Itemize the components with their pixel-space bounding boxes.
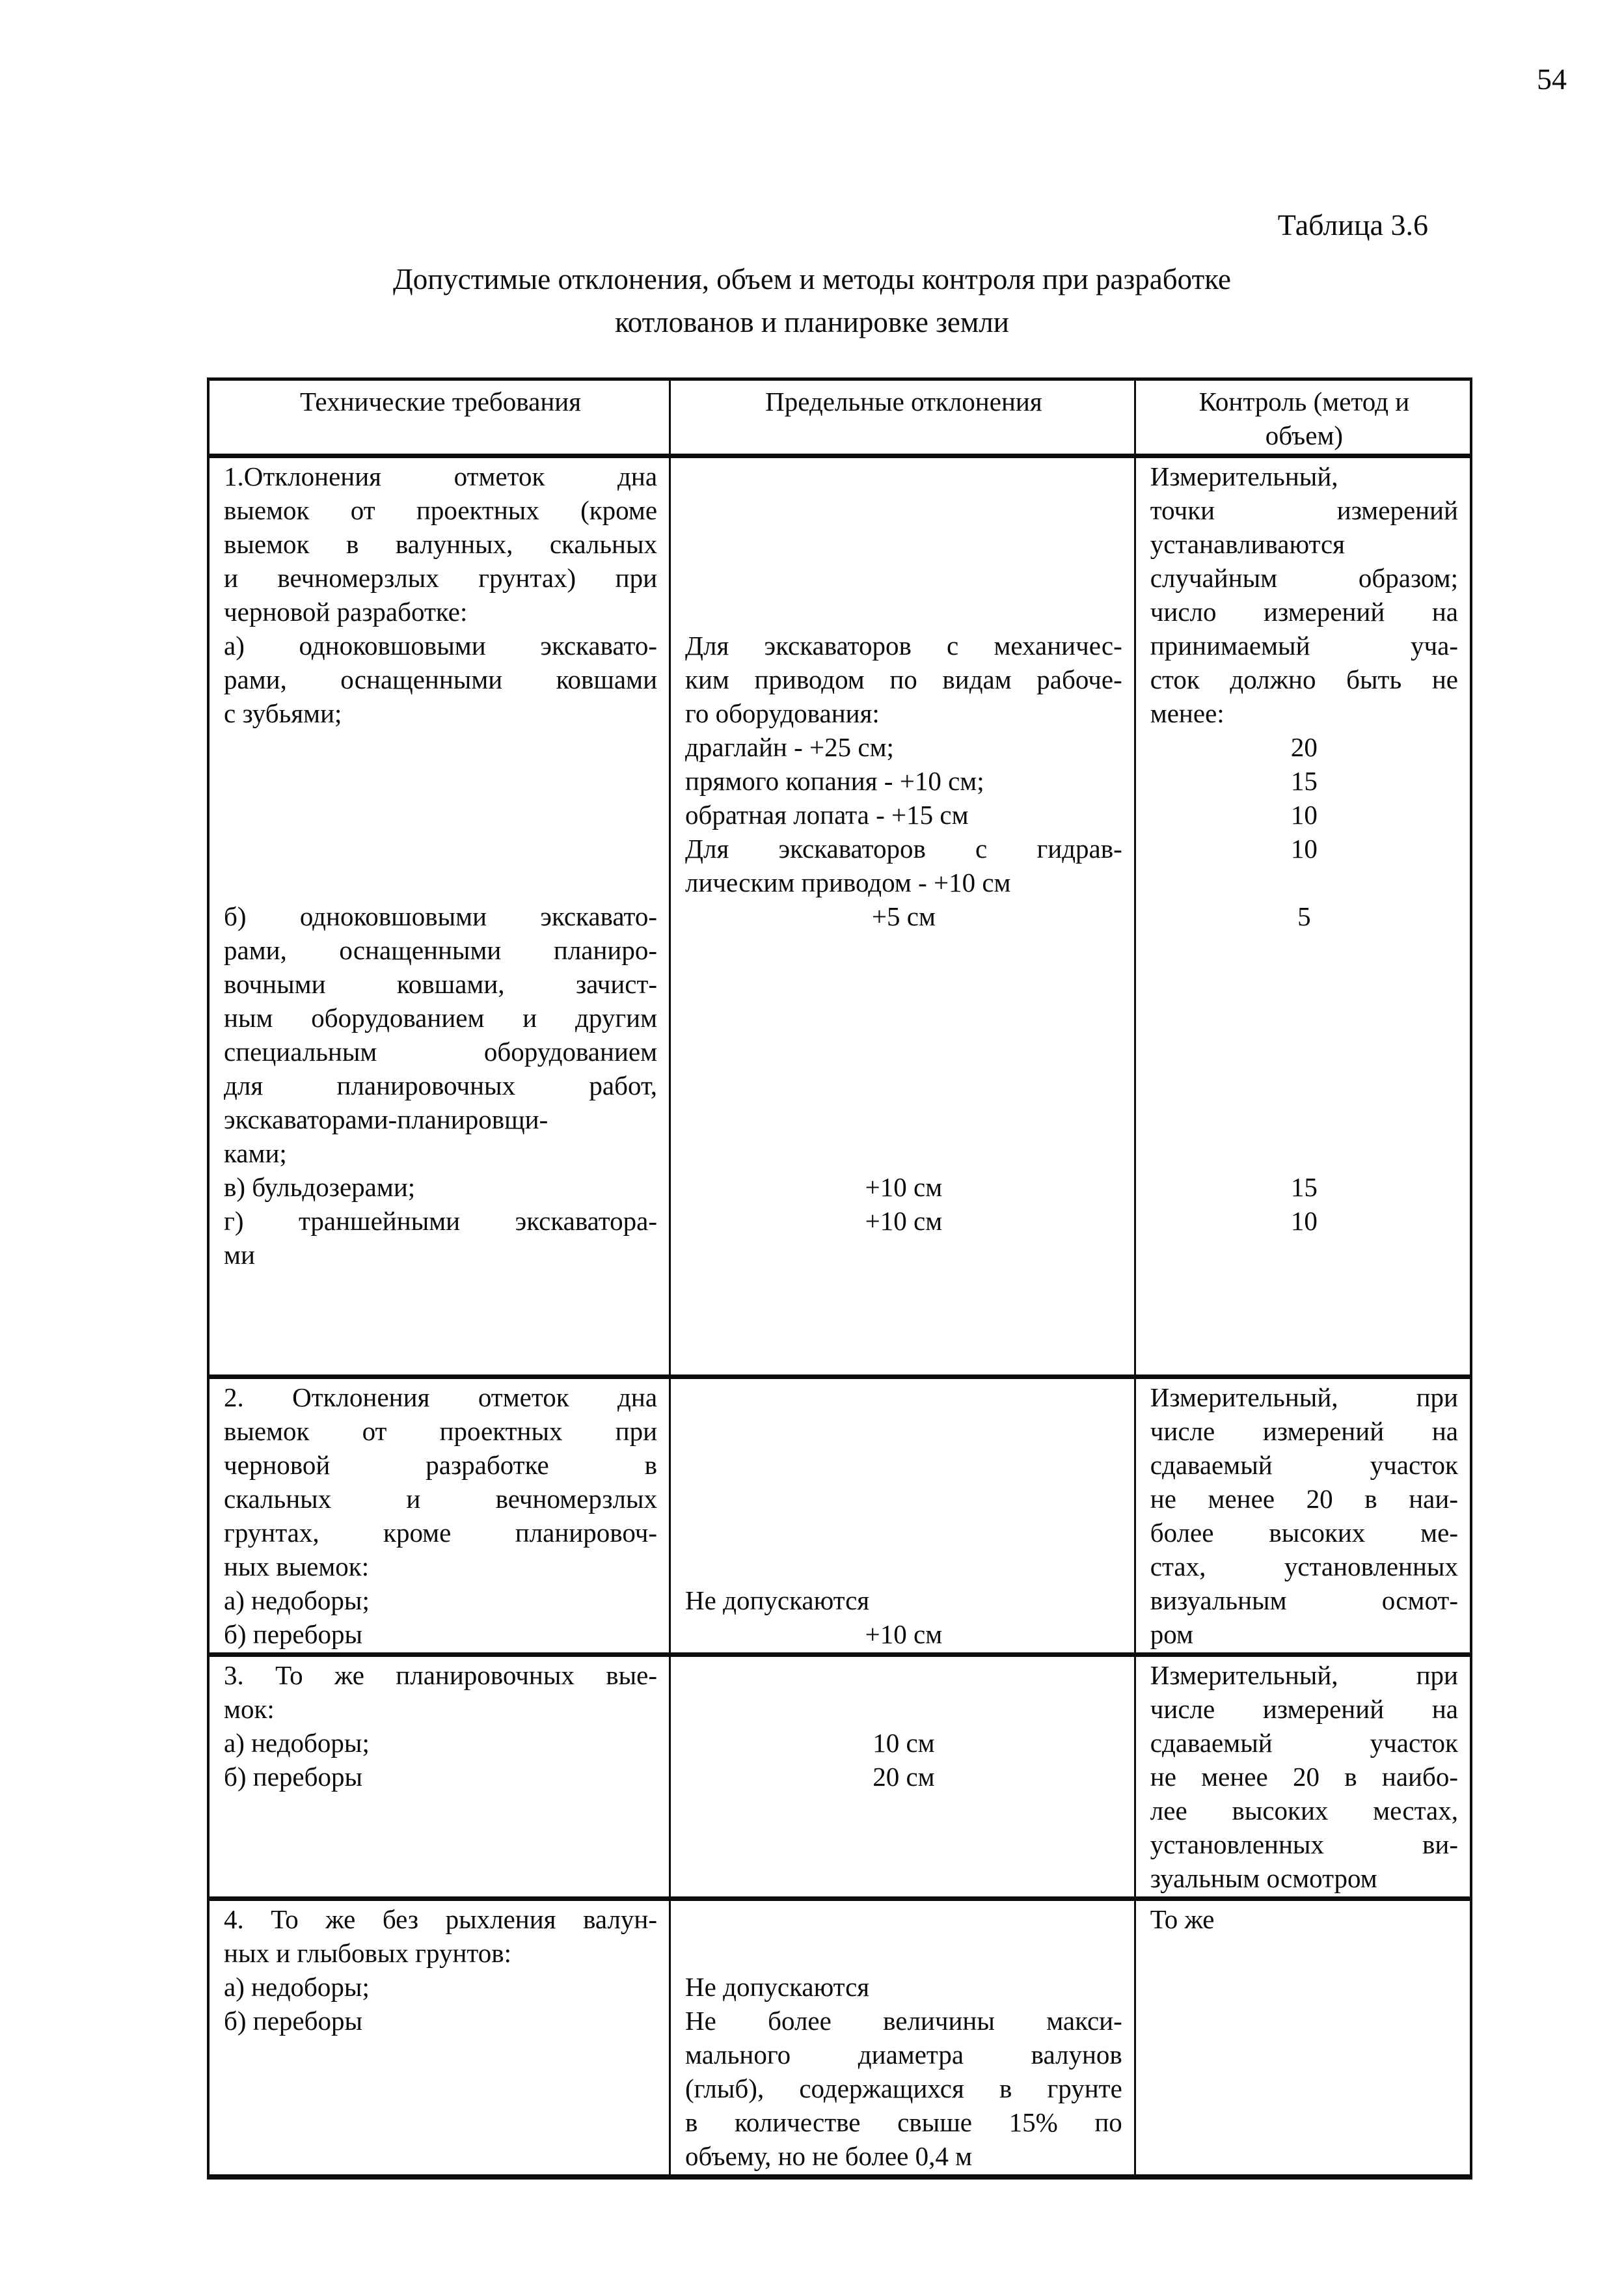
table-cell-line	[1150, 1069, 1458, 1102]
table-cell-line: вочными ковшами, зачист-	[224, 969, 658, 999]
table-cell-line: специальным оборудованием	[224, 1037, 658, 1067]
table-header-line: Контроль (метод и	[1198, 387, 1410, 417]
table-cell-line: Измерительный, при	[1150, 1660, 1458, 1690]
table-cell-line	[685, 967, 1122, 1001]
table-cell-line: драглайн - +25 см;	[685, 732, 894, 762]
table-cell-line: выемок от проектных при	[224, 1416, 658, 1446]
table-cell-line: ным оборудованием и другим	[224, 1003, 658, 1033]
table-cell-line: черновой разработке в	[224, 1450, 658, 1480]
table-cell-line: выемок в валунных, скальных	[224, 529, 658, 559]
table-cell-line: установленных ви-	[1150, 1829, 1458, 1859]
table-cell	[669, 1901, 1134, 2174]
table-cell	[669, 458, 1134, 1374]
table-cell-line	[685, 1902, 1122, 1936]
table-cell-line: стах, установленных	[1150, 1552, 1458, 1581]
table-cell-line: б) переборы	[224, 1762, 363, 1792]
table-cell-line: скальных и вечномерзлых	[224, 1484, 658, 1514]
table-cell-line: выемок от проектных (кроме	[224, 495, 658, 525]
table-cell-line	[685, 1380, 1122, 1414]
table-title-line-2: котлованов и планировке земли	[615, 306, 1009, 338]
table-cell-line	[1150, 967, 1458, 1001]
table-cell	[210, 1379, 669, 1652]
table-header-line: Предельные отклонения	[765, 387, 1042, 417]
table-cell-line: а) недоборы;	[224, 1972, 370, 2002]
table-cell-line: ми	[224, 1240, 255, 1270]
table-cell	[210, 1657, 669, 1896]
table-cell-line: экскаваторами-планировщи-	[224, 1104, 548, 1134]
table-cell-line: в) бульдозерами;	[224, 1172, 416, 1202]
table-row	[210, 1896, 1470, 2174]
table-cell-line	[685, 1136, 1122, 1170]
table-cell-line: визуальным осмот-	[1150, 1585, 1458, 1615]
table-cell-line	[224, 866, 657, 899]
table-cell-line: 5	[1297, 901, 1311, 931]
table-cell-line: ками;	[224, 1138, 287, 1168]
table-cell-line: го оборудования:	[685, 698, 880, 728]
table-cell-line: рами, оснащенными ковшами	[224, 664, 658, 694]
table-cell-line: устанавливаются	[1150, 529, 1346, 559]
table-cell	[1134, 1901, 1470, 2174]
table-header-line: объем)	[1265, 420, 1344, 450]
table-cell-line: ных выемок:	[224, 1552, 370, 1581]
table-cell-line	[224, 730, 657, 764]
table-cell-line: 3. То же планировочных вые-	[224, 1660, 658, 1690]
table-cell-line: ных и глыбовых грунтов:	[224, 1938, 512, 1968]
table-cell-line: прямого копания - +10 см;	[685, 766, 984, 796]
table-cell-line: числе измерений на	[1150, 1416, 1458, 1446]
table-cell-line: (глыб), содержащихся в грунте	[685, 2073, 1122, 2103]
table-cell-line: 4. То же без рыхления валун-	[224, 1904, 658, 1934]
table-row	[210, 454, 1470, 1374]
table-cell-line	[685, 1936, 1122, 1970]
table-cell-line: с зубьями;	[224, 698, 342, 728]
table-cell-line: не менее 20 в наибо-	[1150, 1762, 1458, 1792]
table-cell-line	[685, 459, 1122, 493]
table-cell-line: обратная лопата - +15 см	[685, 800, 969, 830]
table-cell	[1134, 458, 1470, 1374]
table-cell-line: 10	[1290, 1206, 1318, 1236]
table-cell-line: точки измерений	[1150, 495, 1458, 525]
table-cell-line	[224, 832, 657, 866]
table-cell-line: Не допускаются	[685, 1972, 870, 2002]
table-cell-line: рами, оснащенными планиро-	[224, 935, 658, 965]
table-cell-line: для планировочных работ,	[224, 1071, 658, 1100]
table-cell-line: г) траншейными экскаватора-	[224, 1206, 658, 1236]
table-cell-line: Не более величины макси-	[685, 2006, 1122, 2036]
table-cell-line: не менее 20 в наи-	[1150, 1484, 1458, 1514]
table-cell-line: принимаемый уча-	[1150, 631, 1458, 661]
table-cell-line	[685, 493, 1122, 527]
table-cell	[669, 1657, 1134, 1896]
table-cell-line: Измерительный,	[1150, 461, 1338, 491]
table-cell-line: 15	[1290, 1172, 1318, 1202]
table-cell-line	[685, 933, 1122, 967]
table-cell-line: лее высоких местах,	[1150, 1796, 1458, 1825]
table-cell-line: числе измерений на	[1150, 1694, 1458, 1724]
table-cell-line	[685, 1550, 1122, 1583]
table-cell	[210, 458, 669, 1374]
table-cell-line: ким приводом по видам рабоче-	[685, 664, 1122, 694]
table-cell-line	[685, 1658, 1122, 1692]
table-cell-line	[685, 1516, 1122, 1550]
table-title	[96, 258, 1528, 344]
table-cell-line: объему, но не более 0,4 м	[685, 2141, 973, 2171]
table-cell-line: число измерений на	[1150, 597, 1458, 627]
table-cell-line: +5 см	[871, 901, 936, 931]
table-cell-line	[685, 561, 1122, 595]
table-cell-line	[224, 798, 657, 832]
table-cell-line	[1150, 1102, 1458, 1136]
table-cell	[669, 1379, 1134, 1652]
table-cell-line	[224, 1339, 657, 1373]
table-cell-line: мок:	[224, 1694, 275, 1724]
table-cell-line	[1150, 1035, 1458, 1069]
table-cell-line: 10	[1290, 834, 1318, 864]
table-cell-line: 1.Отклонения отметок дна	[224, 461, 658, 491]
table-cell-line	[685, 1035, 1122, 1069]
table-cell-line	[1150, 1001, 1458, 1035]
table-header-cell	[669, 381, 1134, 454]
table-cell-line: +10 см	[865, 1619, 943, 1649]
control-methods-table	[207, 377, 1472, 2180]
table-cell-line: более высоких ме-	[1150, 1518, 1458, 1548]
table-title-line-1: Допустимые отклонения, объем и методы контроля при разработке	[393, 263, 1231, 295]
table-cell-line	[685, 1001, 1122, 1035]
table-cell-line: случайным образом;	[1150, 563, 1458, 593]
table-cell-line: 15	[1290, 766, 1318, 796]
table-cell-line	[685, 1414, 1122, 1448]
table-number-label: Таблица 3.6	[1277, 208, 1428, 241]
table-cell-line: +10 см	[865, 1206, 943, 1236]
table-cell-line	[685, 1102, 1122, 1136]
table-cell-line	[685, 1692, 1122, 1726]
table-header-cell	[210, 381, 669, 454]
table-cell-line: менее:	[1150, 698, 1225, 728]
table-cell-line	[685, 1448, 1122, 1482]
table-cell-line: мального диаметра валунов	[685, 2040, 1122, 2070]
table-row	[210, 1652, 1470, 1896]
table-cell-line	[685, 595, 1122, 629]
table-cell-line	[1150, 866, 1458, 899]
table-cell-line: сток должно быть не	[1150, 664, 1458, 694]
table-cell-line: и вечномерзлых грунтах) при	[224, 563, 658, 593]
table-cell-line: ром	[1150, 1619, 1193, 1649]
table-cell-line: Для экскаваторов с гидрав-	[685, 834, 1122, 864]
table-cell-line: сдаваемый участок	[1150, 1728, 1458, 1758]
table-cell-line: 20 см	[873, 1762, 935, 1792]
table-cell-line: +10 см	[865, 1172, 943, 1202]
table-header-row	[210, 381, 1470, 454]
table-cell	[1134, 1657, 1470, 1896]
table-cell-line: То же	[1150, 1904, 1215, 1934]
table-cell-line: лическим приводом - +10 см	[685, 868, 1011, 897]
table-cell-line: сдаваемый участок	[1150, 1450, 1458, 1480]
page-number: 54	[1537, 62, 1567, 96]
table-cell-line	[224, 764, 657, 798]
table-cell-line	[685, 1482, 1122, 1516]
table-header-line: Технические требования	[299, 387, 582, 417]
table-cell-line: черновой разработке:	[224, 597, 468, 627]
table-cell-line: а) недоборы;	[224, 1585, 370, 1615]
table-cell-line	[224, 1306, 657, 1339]
table-cell-line: в количестве свыше 15% по	[685, 2107, 1122, 2137]
table-cell-line: грунтах, кроме планировоч-	[224, 1518, 658, 1548]
table-cell	[1134, 1379, 1470, 1652]
table-cell-line: 10	[1290, 800, 1318, 830]
table-cell-line: 2. Отклонения отметок дна	[224, 1382, 658, 1412]
table-cell-line	[685, 1069, 1122, 1102]
table-cell-line: а) недоборы;	[224, 1728, 370, 1758]
table-cell-line	[1150, 933, 1458, 967]
table-cell-line: б) переборы	[224, 2006, 363, 2036]
table-cell-line	[224, 1272, 657, 1306]
table-cell-line: Не допускаются	[685, 1585, 870, 1615]
table-cell-line: б) одноковшовыми экскавато-	[224, 901, 658, 931]
table-cell	[210, 1901, 669, 2174]
table-cell-line	[685, 527, 1122, 561]
table-cell-line: Для экскаваторов с механичес-	[685, 631, 1122, 661]
table-cell-line	[1150, 1136, 1458, 1170]
table-cell-line: Измерительный, при	[1150, 1382, 1458, 1412]
table-header-cell	[1134, 381, 1470, 454]
table-cell-line: 10 см	[873, 1728, 935, 1758]
table-cell-line: 20	[1290, 732, 1318, 762]
table-cell-line: зуальным осмотром	[1150, 1863, 1377, 1893]
table-cell-line: а) одноковшовыми экскавато-	[224, 631, 658, 661]
table-row	[210, 1374, 1470, 1652]
table-cell-line: б) переборы	[224, 1619, 363, 1649]
